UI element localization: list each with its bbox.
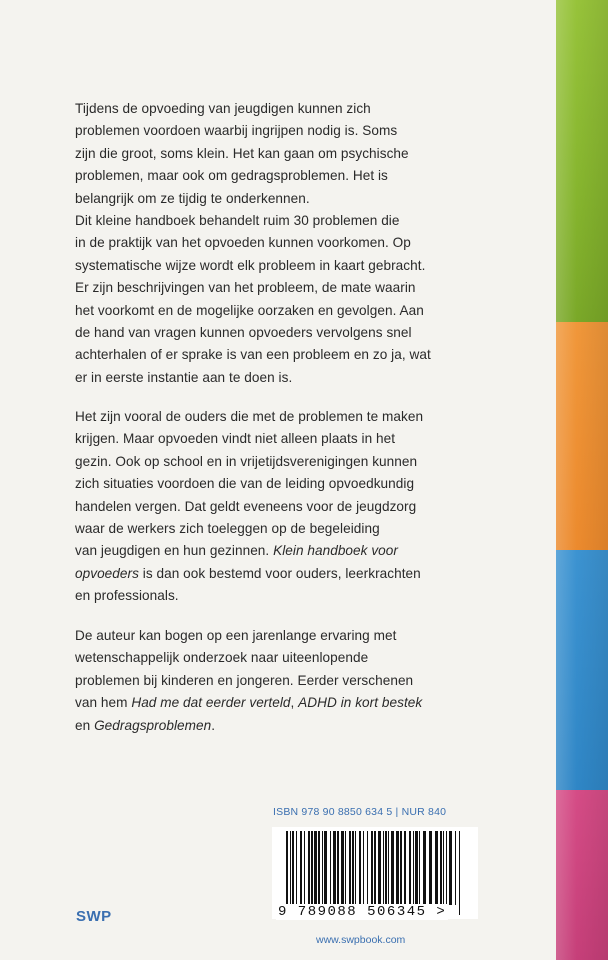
barcode-bar — [300, 831, 302, 905]
website-url: www.swpbook.com — [316, 934, 406, 946]
barcode-digits: 9 789088 506345 > — [278, 904, 447, 920]
barcode-bar — [419, 831, 420, 905]
blurb-line: zich situaties voordoen die van de leiding opvoedkundig — [75, 476, 415, 492]
blurb-line: zijn die groot, soms klein. Het kan gaan om psychische — [75, 145, 409, 161]
barcode-bar — [363, 831, 364, 905]
blurb-line: de hand van vragen kunnen opvoeders vervolgens snel — [75, 325, 412, 341]
blurb-line: systematische wijze wordt elk probleem in kaart gebracht. — [75, 257, 426, 273]
blurb-text: van jeugdigen en hun gezinnen. — [75, 543, 274, 559]
barcode-bar — [367, 831, 368, 905]
blurb-paragraph-2 — [75, 406, 495, 608]
author-paragraph — [75, 625, 495, 737]
barcode-bar — [383, 831, 384, 905]
barcode-bar — [409, 831, 411, 905]
book-title-italic: Gedragsproblemen — [94, 717, 212, 733]
barcode-bar — [396, 831, 399, 905]
blurb-text: is dan ook bestemd voor ouders, leerkrachten — [138, 565, 421, 581]
blurb-line: problemen, maar ook om gedragsproblemen. Het is — [75, 168, 388, 184]
book-title-italic: ADHD in kort bestek — [298, 695, 423, 711]
barcode-bar — [359, 831, 361, 905]
blurb-line: krijgen. Maar opvoeden vindt niet alleen plaats in het — [75, 431, 396, 447]
barcode-bar — [349, 831, 351, 905]
isbn-nur-line: ISBN 978 90 8850 634 5 | NUR 840 — [273, 806, 447, 818]
blurb-text: en — [75, 717, 95, 733]
publisher-logo: SWP — [76, 908, 112, 925]
blurb-line: problemen bij kinderen en jongeren. Eerder verschenen — [75, 672, 414, 688]
barcode-bar — [308, 831, 310, 905]
blurb-line: Dit kleine handboek behandelt ruim 30 problemen die — [75, 213, 400, 229]
blurb-line: Er zijn beschrijvingen van het probleem, de mate waarin — [75, 280, 416, 296]
blurb-line: De auteur kan bogen op een jarenlange ervaring met — [75, 628, 397, 643]
barcode-bar — [330, 831, 331, 905]
barcode-bar — [391, 831, 394, 905]
barcode-bar — [345, 831, 346, 905]
blurb-line: het voorkomt en de mogelijke oorzaken en gevolgen. Aan — [75, 302, 424, 318]
barcode-bar — [429, 831, 432, 905]
barcode-bar — [459, 831, 460, 915]
barcode-bar — [415, 831, 418, 905]
barcode-bar — [311, 831, 313, 905]
blurb-line: en professionals. — [75, 588, 179, 604]
barcode-bar — [388, 831, 389, 905]
blurb-line: achterhalen of er sprake is van een probleem en zo ja, wat — [75, 347, 431, 363]
barcode-bar — [446, 831, 447, 905]
barcode-bar — [378, 831, 381, 905]
book-title-italic: Had me dat eerder verteld — [131, 695, 291, 711]
barcode-bar — [371, 831, 373, 915]
barcode-bar — [400, 831, 402, 905]
barcode-bar — [333, 831, 336, 905]
barcode-bar — [455, 831, 456, 905]
barcode-bar — [318, 831, 320, 905]
blurb-line: wetenschappelijk onderzoek naar uiteenlopende — [75, 650, 369, 666]
barcode-bar — [341, 831, 344, 905]
barcode-bar — [449, 831, 452, 905]
blurb-text: . — [211, 717, 216, 733]
barcode-bar — [423, 831, 426, 905]
barcode-bar — [286, 831, 288, 915]
barcode-bar — [355, 831, 356, 905]
blurb-line: handelen vergen. Dat geldt eveneens voor de jeugdzorg — [75, 498, 417, 514]
barcode-bar — [374, 831, 376, 905]
barcode-bar — [314, 831, 317, 905]
barcode-bar — [443, 831, 444, 905]
barcode-bar — [337, 831, 339, 905]
barcode-bar — [385, 831, 387, 905]
barcode-bar — [440, 831, 442, 905]
blurb-line: Het zijn vooral de ouders die met de problemen te maken — [75, 409, 424, 424]
barcode-bar — [292, 831, 294, 915]
book-title-italic: opvoeders — [75, 565, 139, 581]
barcode-bar — [324, 831, 327, 905]
blurb-line — [75, 540, 495, 562]
barcode-bar — [404, 831, 406, 905]
barcode-bar — [290, 831, 291, 915]
blurb-line: er in eerste instantie aan te doen is. — [75, 369, 293, 385]
blurb-text: , — [290, 695, 299, 711]
blurb-line: Tijdens de opvoeding van jeugdigen kunnen zich — [75, 101, 371, 116]
blurb-line: waar de werkers zich toeleggen op de begeleiding — [75, 521, 380, 537]
blurb-paragraph-1 — [75, 98, 495, 389]
barcode-bar — [322, 831, 323, 905]
barcode-bar — [304, 831, 305, 905]
blurb-line — [75, 563, 495, 585]
blurb-line: belangrijk om ze tijdig te onderkennen. — [75, 190, 310, 206]
blurb-line: gezin. Ook op school en in vrijetijdsverenigingen kunnen — [75, 453, 418, 469]
book-title-italic: Klein handboek voor — [273, 543, 398, 559]
blurb-line: problemen voordoen waarbij ingrijpen nodig is. Soms — [75, 123, 398, 139]
blurb-line — [75, 692, 495, 714]
barcode-bar — [296, 831, 297, 905]
stripe-shading — [556, 0, 608, 960]
blurb-text: van hem — [75, 695, 132, 711]
blurb-line — [75, 715, 495, 737]
barcode-bar — [352, 831, 354, 905]
barcode-bar — [435, 831, 438, 905]
blurb-line: in de praktijk van het opvoeden kunnen voorkomen. Op — [75, 235, 411, 251]
barcode-bar — [413, 831, 414, 905]
